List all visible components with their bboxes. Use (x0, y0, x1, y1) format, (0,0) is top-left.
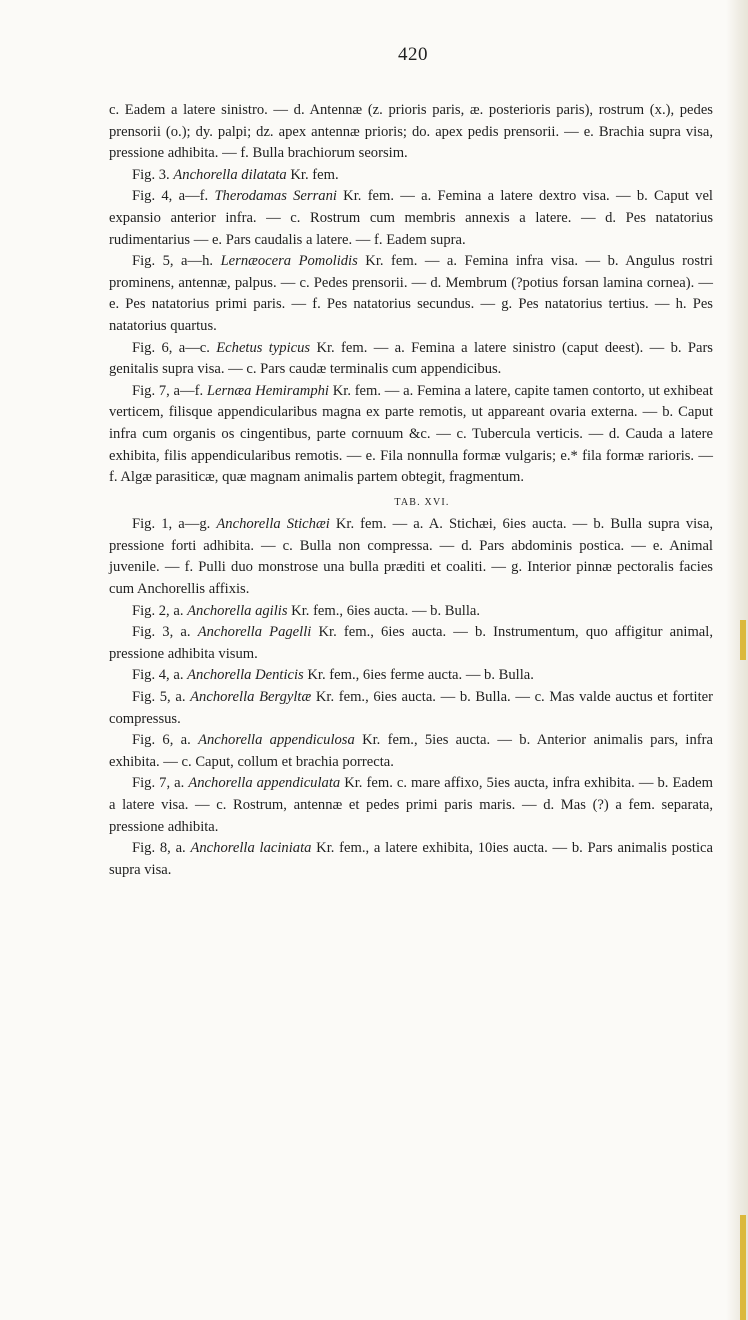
caption-text: Fig. 8, a. (132, 840, 191, 857)
caption-text: Kr. fem., 6ies aucta. — b. Bulla. — c. Mas valde auctus et fortiter compressus. (109, 689, 713, 727)
caption-text: Fig. 2, a. (132, 602, 188, 619)
species-name: Echetus typicus (216, 339, 311, 356)
species-name: Therodamas Serrani (214, 188, 337, 205)
figure-caption-paragraph (109, 381, 713, 489)
figure-caption-paragraph (109, 338, 713, 381)
species-name: Anchorella laciniata (190, 840, 312, 857)
page-edge-marker (740, 1215, 746, 1320)
caption-text: Kr. fem. c. mare affixo, 5ies aucta, infra exhibita. — b. Eadem a latere visa. — c. Rostrum, antennæ et pedes primi paris maris. — d. Mas (?) a fem. separata, pressione adhibita. (109, 775, 713, 835)
species-name: Anchorella appendiculosa (198, 732, 355, 749)
caption-text: Fig. 3. (132, 166, 174, 183)
caption-text: Kr. fem. — a. Femina a latere dextro visa. — b. Caput vel expansio anterior infra. — c. Rostrum cum membris annexis a latere. — d. Pes natatorius rudimentarius — e. Pars caudalis a latere. — f. Eadem supra. (109, 188, 713, 248)
paragraphs-before (109, 100, 713, 489)
paragraphs-after (109, 514, 713, 881)
species-name: Anchorella Pagelli (197, 624, 312, 641)
caption-text: Fig. 7, a—f. (132, 382, 207, 399)
species-name: Anchorella agilis (187, 602, 288, 619)
species-name: Anchorella dilatata (173, 166, 287, 183)
caption-text: Fig. 5, a—h. (132, 253, 221, 270)
caption-text: Kr. fem., 5ies aucta. — b. Anterior animalis pars, infra exhibita. — c. Caput, collum et brachia porrecta. (109, 732, 713, 770)
figure-caption-paragraph (109, 838, 713, 881)
page-edge-marker (740, 620, 746, 660)
figure-caption-paragraph (109, 622, 713, 665)
page-number: 420 (398, 44, 428, 65)
caption-text: Kr. fem. (286, 166, 339, 183)
figure-caption-paragraph (109, 251, 713, 337)
caption-text: Fig. 3, a. (132, 624, 198, 641)
figure-caption-paragraph (109, 730, 713, 773)
figure-caption-paragraph (109, 165, 713, 187)
species-name: Anchorella Stichæi (216, 516, 330, 533)
caption-text: Kr. fem. — a. Femina infra visa. — b. Angulus rostri prominens, antennæ, palpus. — c. Pedes prensorii. — d. Membrum (?potius forsan lamina cornea). — e. Pes natatorius primi paris. — f. Pes natatorius secundus. — g. Pes natatorius tertius. — h. Pes natatorius quartus. (109, 253, 713, 334)
caption-text: Fig. 6, a. (132, 732, 199, 749)
species-name: Lernæocera Pomolidis (220, 253, 358, 270)
figure-caption-paragraph (109, 665, 713, 687)
caption-text: Kr. fem. — a. A. Stichæi, 6ies aucta. — b. Bulla supra visa, pressione forti adhibita. — c. Bulla non compressa. — d. Pars abdominis postica. — e. Animal juvenile. — f. Pulli duo monstrose una bulla præditi et coaliti. — g. Interior pinnæ pectoralis facies cum Anchorellis affixis. (109, 516, 713, 598)
caption-text: Fig. 1, a—g. (132, 516, 217, 533)
figure-caption-paragraph (109, 100, 713, 165)
caption-text: Kr. fem., 6ies aucta. — b. Bulla. (287, 602, 481, 619)
caption-text: Kr. fem. — a. Femina a latere, capite tamen contorto, ut exhibeat verticem, filisque appendicularibus magna ex parte remotis, ut appareant ovaria externa. — b. Caput infra cum organis os cingentibus, parte cornuum &c. — c. Tubercula verticis. — d. Cauda a latere exhibita, filis appendicularibus remotis. — e. Fila nonnulla formæ vulgaris; e.* fila formæ rarioris. — f. Algæ parasiticæ, quæ magnam animalis partem obtegit, fragmentum. (109, 382, 713, 486)
plate-heading: TAB. XVI. (394, 496, 450, 508)
caption-text: Fig. 4, a—f. (132, 188, 215, 205)
species-name: Lernæa Hemiramphi (206, 382, 329, 399)
page-shadow (726, 0, 748, 1320)
species-name: Anchorella appendiculata (188, 775, 341, 792)
caption-text: Kr. fem., a latere exhibita, 10ies aucta. — b. Pars animalis postica supra visa. (109, 840, 713, 878)
caption-text: Kr. fem. — a. Femina a latere sinistro (caput deest). — b. Pars genitalis supra visa. — c. Pars caudæ terminalis cum appendicibus. (109, 339, 713, 378)
caption-text: Fig. 7, a. (132, 775, 189, 792)
caption-text: c. Eadem a latere sinistro. — d. Antennæ (z. prioris paris, æ. posterioris paris), rostrum (x.), pedes prensorii (o.); dy. palpi; dz. apex antennæ prioris; do. apex pedis prensorii. — e. Brachia supra visa, pressione adhibita. — f. Bulla brachiorum seorsim. (109, 102, 713, 162)
caption-text: Fig. 6, a—c. (132, 339, 217, 356)
text-block (109, 100, 713, 881)
caption-text: Fig. 4, a. (132, 667, 188, 684)
species-name: Anchorella Denticis (187, 667, 304, 684)
figure-caption-paragraph (109, 601, 713, 623)
caption-text: Kr. fem., 6ies aucta. — b. Instrumentum, quo affigitur animal, pressione adhibita visum. (109, 624, 713, 662)
figure-caption-paragraph (109, 687, 713, 730)
species-name: Anchorella Bergyltæ (190, 689, 312, 706)
caption-text: Kr. fem., 6ies ferme aucta. — b. Bulla. (303, 667, 534, 684)
caption-text: Fig. 5, a. (132, 689, 191, 706)
figure-caption-paragraph (109, 514, 713, 600)
figure-caption-paragraph (109, 186, 713, 251)
figure-caption-paragraph (109, 773, 713, 838)
